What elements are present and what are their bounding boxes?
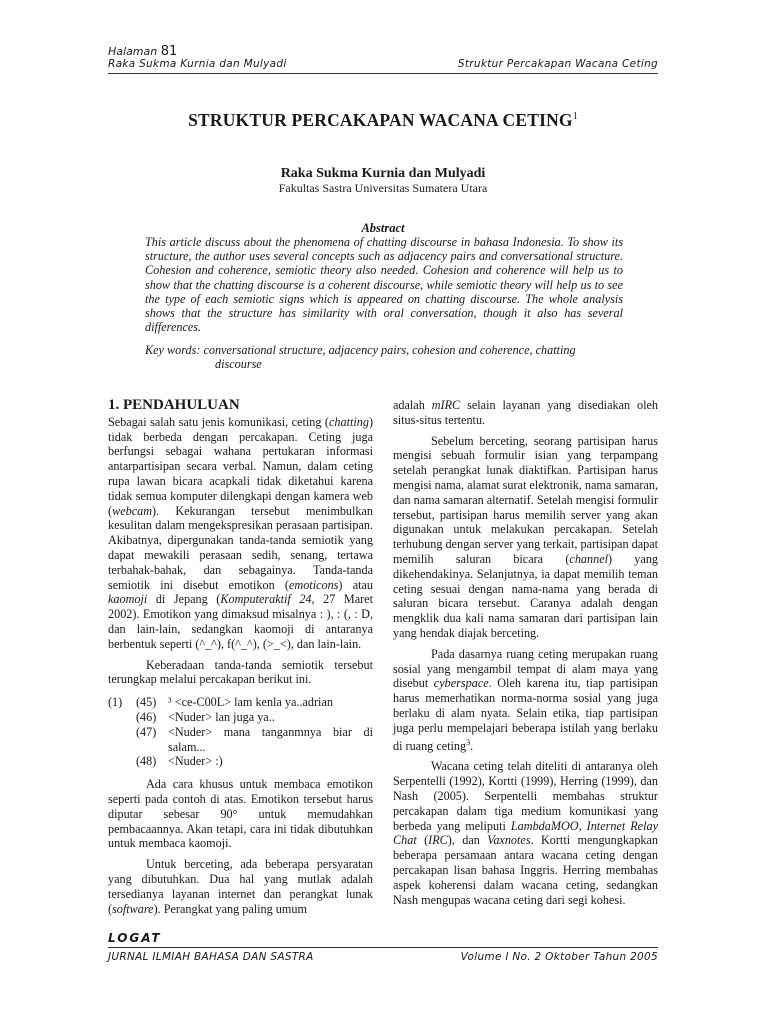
affiliation: Fakultas Sastra Universitas Sumatera Utara — [278, 181, 488, 195]
footer-journal-name: JURNAL ILMIAH BAHASA DAN SASTRA — [108, 951, 314, 963]
paragraph-5: Sebelum berceting, seorang partisipan harus mengisi sebuah formulir isian yang terpampang setelah perangkat lunak diaktifkan. Partisipan harus mengisi nama, alamat surat elektronik, nama samaran, dan nama samaran alternatif. Setelah mengisi formulir tersebut, partisipan harus memilih server yang akan digunakan untuk melakukan percakapan. Setelah terhubung dengan server yang terkait, partisipan dapat memilih saluran bicara (channel) yang dikehendakinya. Selanjutnya, ia dapat memilih teman ceting sesuai dengan nama-nama yang berada di saluran bicara tersebut. Caranya adalah dengan mengklik dua kali nama samaran dari partisipan lain yang hendak diajak berceting. — [393, 433, 659, 640]
right-column — [393, 398, 658, 913]
keywords-label: Key words: — [145, 343, 201, 357]
paragraph-4: Untuk berceting, ada beberapa persyaratan yang dibutuhkan. Dua hal yang mutlak adalah tersedianya layanan internet dan perangkat lunak (software). Perangkat yang paling umum — [108, 857, 373, 916]
footer-rule — [108, 947, 658, 948]
paragraph-2: Keberadaan tanda-tanda semiotik tersebut terungkap melalui percakapan berikut ini. — [108, 657, 373, 687]
running-header-authors: Raka Sukma Kurnia dan Mulyadi — [108, 58, 287, 70]
footer — [108, 951, 658, 963]
example-row: (47) <Nuder> mana tanganmnya biar di salam... — [136, 724, 373, 754]
keywords-line-1: conversational structure, adjacency pairs, cohesion and coherence, chatting — [203, 343, 576, 357]
page-number — [108, 44, 658, 59]
paragraph-1: Sebagai salah satu jenis komunikasi, ceting (chatting) tidak berbeda dengan percakapan. Ceting juga berfungsi sebagai wahana pertukaran informasi antarpartisipan secara verbal. Namun, dalam ceting rupa lawan bicara acapkali tidak diketahui karena tidak semua komputer dilengkapi dengan kamera web (webcam). Kekurangan tersebut menimbulkan kesulitan dalam mengekspresikan perasaan partisipan. Akibatnya, dipergunakan tanda-tanda semiotik yang dapat mewakili perasaan sedih, senang, tertawa terbahak-bahak, dan sebagainya. Tanda-tanda semiotik ini disebut emotikon (emoticons) atau kaomoji di Jepang (Komputeraktif 24, 27 Maret 2002). Emotikon yang dimaksud misalnya : ), : (, : D, dan lain-lain, sedangkan kaomoji di antaranya berbentuk seperti (^_^), f(^_^), (>_<), dan lain-lain. — [108, 414, 373, 651]
page-label: Halaman — [108, 45, 158, 58]
header-rule — [108, 73, 658, 74]
keywords — [145, 343, 623, 371]
example-row: (46) <Nuder> lan juga ya.. — [136, 709, 275, 724]
left-column — [108, 398, 373, 922]
page-number-value: 81 — [160, 44, 178, 59]
footer-volume: Volume I No. 2 Oktober Tahun 2005 — [460, 951, 658, 963]
running-header — [108, 58, 658, 70]
paper-title — [108, 110, 658, 131]
author-names: Raka Sukma Kurnia dan Mulyadi — [280, 166, 486, 181]
example-list — [108, 695, 373, 769]
example-row: (1) (45) ³ <ce-C00L> lam kenla ya..adrian — [108, 695, 333, 710]
paragraph-continued: adalah mIRC selain layanan yang disediakan oleh situs-situs tertentu. — [393, 398, 658, 427]
abstract-body: This article discuss about the phenomena of chatting discourse in bahasa Indonesia. To show its structure, the author uses several concepts such as adjacency pairs and conversational structure. Cohesion and coherence, semiotic theory also needed. Cohesion and coherence will help us to show that the chatting discourse is a coherent discourse, while semiotic theory will help us to see the type of each semiotic signs which is appeared on chatting discourse. The whole analysis shows that the structure has similarity with oral conversation, though it also has several differences. — [145, 235, 623, 335]
running-header-title: Struktur Percakapan Wacana Ceting — [457, 58, 658, 70]
paragraph-7: Wacana ceting telah diteliti di antaranya oleh Serpentelli (1992), Kortti (1999), Herring (1999), dan Nash (2005). Serpentelli membahas struktur percakapan dalam tiga medium komunikasi yang berbeda yang meliputi LambdaMOO, Internet Relay Chat (IRC), dan Vaxnotes. Kortti mengungkapkan beberapa persamaan antara wacana ceting dengan percakapan lisan bahasa Inggris. Herring membahas aspek koherensi dalam wacana ceting, sedangkan Nash mengupas wacana ceting dari segi kohesi. — [393, 759, 659, 907]
journal-logo: LOGAT — [108, 931, 162, 945]
paragraph-3: Ada cara khusus untuk membaca emotikon seperti pada contoh di atas. Emotikon tersebut harus diputar sebesar 90° untuk memudahkan pembacaannya. Akan tetapi, cara ini tidak dibutuhkan untuk membaca kaomoji. — [108, 777, 373, 851]
section-heading: 1. PENDAHULUAN — [108, 397, 240, 413]
paragraph-6: Pada dasarnya ruang ceting merupakan ruang sosial yang mengambil tempat di alam maya yang disebut cyberspace. Oleh karena itu, tiap partisipan harus memerhatikan norma-norma sosial yang juga berlaku di alam nyata. Selain etika, tiap partisipan juga perlu mempelajari beberapa istilah yang berlaku di ruang ceting$^3$. — [393, 646, 658, 753]
paper-title-text: STRUKTUR PERCAKAPAN WACANA CETING — [188, 110, 573, 130]
abstract-heading: Abstract — [361, 221, 405, 235]
title-footnote-marker: 1 — [572, 111, 578, 123]
keywords-line-2: discourse — [215, 357, 262, 372]
example-row: (48) <Nuder> :) — [136, 754, 223, 769]
footnote-marker: 3 — [466, 737, 471, 747]
